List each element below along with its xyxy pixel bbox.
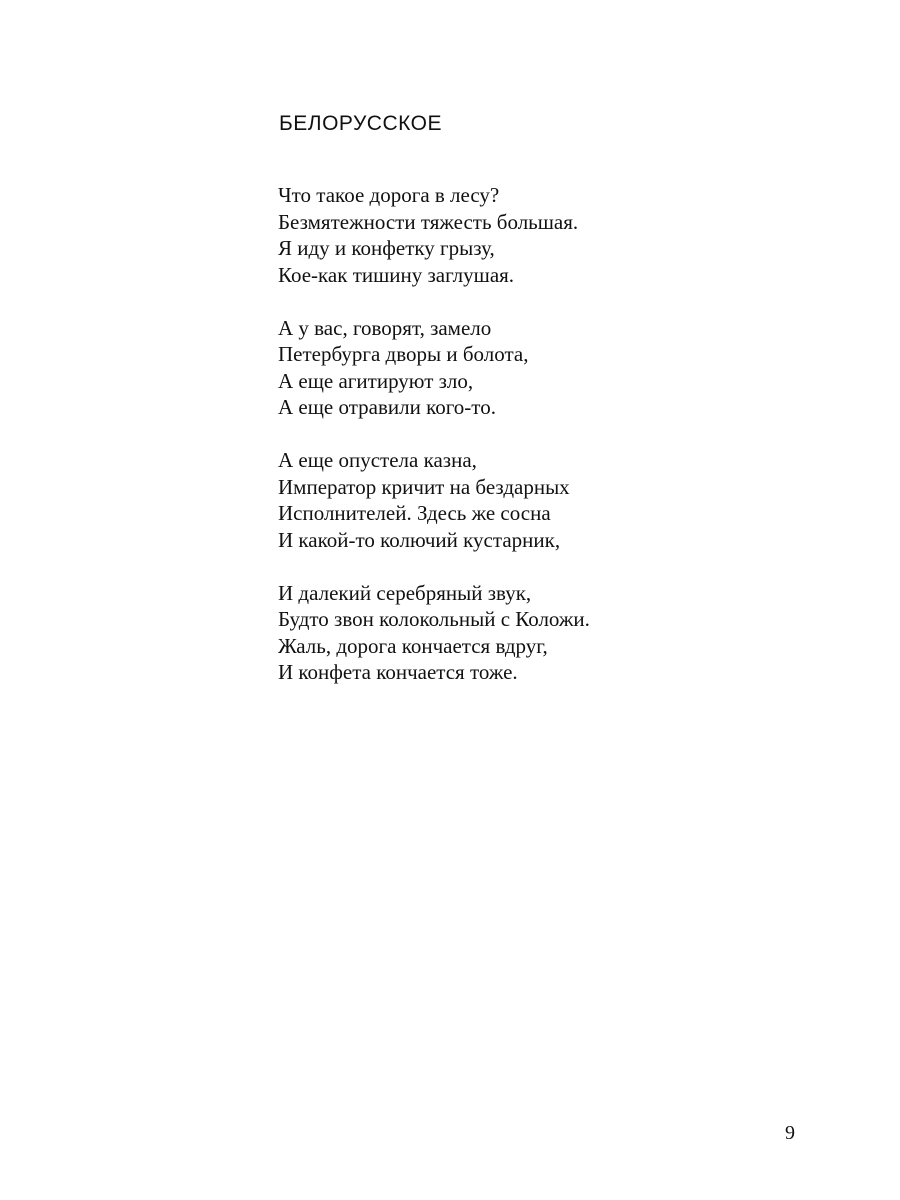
poem-line: Жаль, дорога кончается вдруг,: [278, 633, 548, 658]
poem-line: А еще агитируют зло,: [278, 368, 474, 393]
poem-line: Кое-как тишину заглушая.: [278, 262, 515, 287]
poem-line: Император кричит на бездарных: [278, 474, 570, 499]
page-number: 9: [785, 1122, 795, 1144]
poem-line: Безмятежности тяжесть большая.: [278, 209, 579, 234]
poem-line: И какой-то колючий кустарник,: [278, 527, 561, 552]
poem-line: Исполнителей. Здесь же сосна: [278, 501, 551, 525]
stanza-4: [278, 580, 838, 686]
stanza-3: [278, 447, 838, 553]
poem-line: И конфета кончается тоже.: [278, 660, 518, 684]
poem-line: Что такое дорога в лесу?: [278, 183, 500, 207]
poem-line: Петербурга дворы и болота,: [278, 342, 529, 366]
poem-line: И далекий серебряный звук,: [278, 580, 532, 605]
poem-line: А еще опустела казна,: [278, 448, 477, 472]
stanza-2: [278, 315, 838, 421]
poem-line: Будто звон колокольный с Коложи.: [278, 607, 590, 631]
poem-line: А еще отравили кого-то.: [278, 395, 496, 419]
poem-line: Я иду и конфетку грызу,: [278, 236, 495, 260]
poem-body: [278, 182, 838, 712]
poem-title: БЕЛОРУССКОЕ: [279, 112, 442, 135]
poem-line: А у вас, говорят, замело: [278, 315, 492, 340]
stanza-1: [278, 182, 838, 288]
